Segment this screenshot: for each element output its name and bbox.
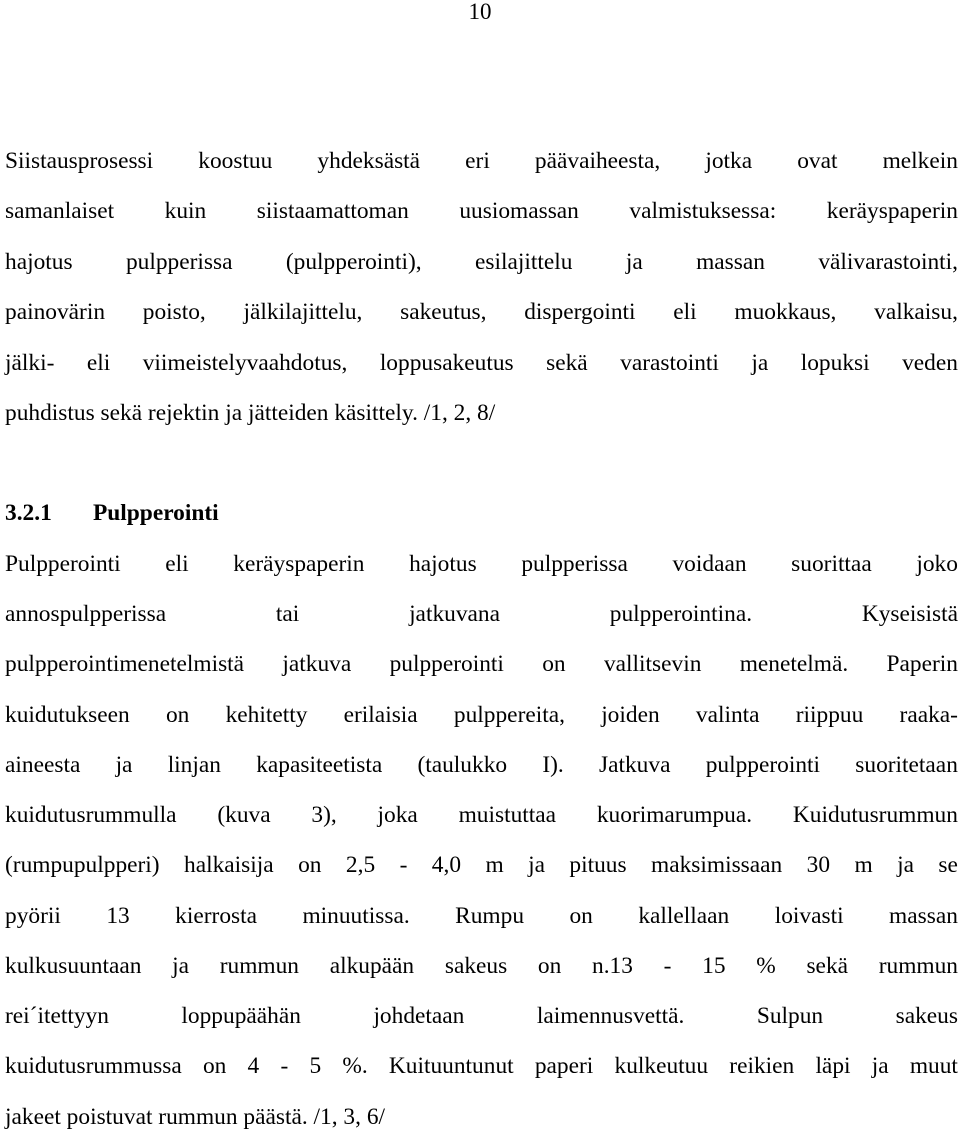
word: johdetaan (373, 1003, 465, 1029)
word: menetelmä. (739, 651, 849, 677)
word: ja (897, 852, 914, 878)
word: pulpperissa (521, 551, 628, 577)
word: uusiomassan (459, 198, 579, 224)
text-line: puhdistus sekä rejektin ja jätteiden käsittely. /1, 2, 8/ (5, 400, 496, 426)
word: Pulpperointi (5, 551, 121, 577)
word: sakeus (444, 953, 508, 979)
word: kierrosta (175, 903, 258, 929)
word: yhdeksästä (317, 148, 421, 174)
word: läpi (815, 1053, 851, 1079)
word: linjan (167, 752, 221, 778)
word: massan (889, 903, 958, 929)
word: - (399, 852, 408, 878)
word: on (202, 1053, 227, 1079)
word: sakeutus, (400, 299, 487, 325)
text-line (5, 950, 958, 982)
word: - (280, 1053, 289, 1079)
word: loppusakeutus (379, 350, 514, 376)
word: eli (673, 299, 697, 325)
word: pulpperointi (389, 651, 504, 677)
word: m (485, 852, 504, 878)
word: voidaan (672, 551, 747, 577)
word: jälki- (5, 350, 55, 376)
word: paperi (534, 1053, 594, 1079)
word: laimennusvettä. (536, 1003, 685, 1029)
word: annospulpperissa (5, 601, 167, 627)
word: kallellaan (638, 903, 730, 929)
word: 13 (106, 903, 130, 929)
word: riippuu (795, 702, 864, 728)
word: kuidutusrummulla (5, 802, 177, 828)
word: muut (909, 1053, 958, 1079)
word: eli (165, 551, 189, 577)
word: kapasiteetista (256, 752, 383, 778)
word: kuidutukseen (5, 702, 130, 728)
text-line (5, 749, 958, 781)
word: (kuva (217, 802, 271, 828)
word: 15 (702, 953, 726, 979)
text-line (5, 296, 958, 328)
text-line (5, 548, 958, 580)
text-line (5, 799, 958, 831)
word: ja (115, 752, 133, 778)
word: 4 (247, 1053, 260, 1079)
word: ja (528, 852, 545, 878)
word: rei´itettyyn (5, 1003, 109, 1029)
text-line (5, 246, 958, 278)
word: valkaisu, (874, 299, 958, 325)
text-line (5, 900, 958, 932)
word: dispergointi (524, 299, 636, 325)
word: Sulpun (756, 1003, 824, 1029)
word: jotka (705, 148, 753, 174)
word: ja (751, 350, 769, 376)
text-line (5, 1000, 958, 1032)
word: (taulukko (417, 752, 508, 778)
text-line: jakeet poistuvat rummun päästä. /1, 3, 6/ (5, 1104, 386, 1130)
word: kuorimarumpua. (596, 802, 753, 828)
word: m (854, 852, 873, 878)
word: loppupäähän (181, 1003, 301, 1029)
word: melkein (882, 148, 958, 174)
word: valmistuksessa: (629, 198, 777, 224)
word: kuin (164, 198, 207, 224)
word: veden (902, 350, 958, 376)
word: koostuu (198, 148, 273, 174)
word: ja (625, 249, 643, 275)
word: välivarastointi, (818, 249, 958, 275)
word: varastointi (620, 350, 719, 376)
word: pulppereita, (453, 702, 565, 728)
text-line (5, 849, 958, 881)
word: on (165, 702, 190, 728)
word: 30 (806, 852, 831, 878)
word: minuutissa. (302, 903, 410, 929)
word: joko (916, 551, 958, 577)
word: kulkusuuntaan (5, 953, 142, 979)
word: kuidutusrummussa (5, 1053, 182, 1079)
word: on (542, 651, 566, 677)
word: alkupään (329, 953, 415, 979)
word: on (569, 903, 593, 929)
word: keräyspaperin (233, 551, 365, 577)
word: viimeistelyvaahdotus, (142, 350, 348, 376)
word: hajotus (5, 249, 73, 275)
word: siistaamattoman (256, 198, 409, 224)
section-heading (5, 497, 219, 529)
word: n.13 (592, 953, 633, 979)
text-line (5, 598, 958, 630)
word: 2,5 (345, 852, 376, 878)
word: maksimissaan (651, 852, 783, 878)
section-title: Pulpperointi (93, 500, 219, 526)
text-line (5, 1050, 958, 1082)
word: suorittaa (791, 551, 872, 577)
word: jälkilajittelu, (243, 299, 363, 325)
word: samanlaiset (5, 198, 115, 224)
word: massan (696, 249, 765, 275)
word: ja (871, 1053, 889, 1079)
word: eri (465, 148, 490, 174)
word: rummun (878, 953, 958, 979)
word: keräyspaperin (826, 198, 958, 224)
word: raaka- (899, 702, 958, 728)
text-line (5, 347, 958, 379)
word: I). (542, 752, 564, 778)
word: pyörii (5, 903, 61, 929)
word: se (938, 852, 958, 878)
word: on (298, 852, 322, 878)
word: pituus (569, 852, 627, 878)
word: pulpperointi (705, 752, 821, 778)
word: kehitetty (225, 702, 308, 728)
word: reikien (729, 1053, 795, 1079)
word: painovärin (5, 299, 106, 325)
word: joka (377, 802, 418, 828)
word: muokkaus, (734, 299, 837, 325)
word: sakeus (895, 1003, 958, 1029)
word: päävaiheesta, (534, 148, 661, 174)
word: 4,0 (431, 852, 462, 878)
word: Kuidutusrummun (792, 802, 958, 828)
word: aineesta (5, 752, 81, 778)
word: poisto, (142, 299, 206, 325)
word: ovat (797, 148, 838, 174)
word: pulpperissa (125, 249, 233, 275)
word: (pulpperointi), (285, 249, 422, 275)
word: joiden (601, 702, 660, 728)
word: lopuksi (800, 350, 870, 376)
word: vallitsevin (603, 651, 702, 677)
word: %. (342, 1053, 368, 1079)
word: tai (275, 601, 300, 627)
text-line (5, 699, 958, 731)
word: on (537, 953, 562, 979)
word: esilajittelu (475, 249, 573, 275)
word: Kyseisistä (861, 601, 958, 627)
word: hajotus (409, 551, 477, 577)
word: ja (172, 953, 190, 979)
text-line (5, 195, 958, 227)
word: Kuituuntunut (388, 1053, 514, 1079)
word: erilaisia (343, 702, 418, 728)
word: loivasti (774, 903, 844, 929)
word: pulpperointina. (609, 601, 753, 627)
word: Jatkuva (599, 752, 671, 778)
text-line (5, 648, 958, 680)
section-number: 3.2.1 (5, 500, 52, 526)
word: rummun (219, 953, 299, 979)
word: halkaisija (184, 852, 274, 878)
word: (rumpupulpperi) (5, 852, 160, 878)
page-number: 10 (468, 0, 492, 24)
word: eli (86, 350, 111, 376)
word: suoritetaan (855, 752, 958, 778)
word: 5 (309, 1053, 322, 1079)
word: 3), (311, 802, 337, 828)
word: muistuttaa (458, 802, 557, 828)
word: jatkuvana (409, 601, 500, 627)
word: jatkuva (282, 651, 352, 677)
word: pulpperointimenetelmistä (5, 651, 245, 677)
word: kulkeutuu (614, 1053, 709, 1079)
word: Rumpu (455, 903, 525, 929)
word: sekä (806, 953, 849, 979)
word: - (663, 953, 672, 979)
word: % (756, 953, 776, 979)
text-line (5, 145, 958, 177)
word: sekä (546, 350, 588, 376)
word: valinta (695, 702, 760, 728)
word: Paperin (886, 651, 958, 677)
word: Siistausprosessi (5, 148, 154, 174)
